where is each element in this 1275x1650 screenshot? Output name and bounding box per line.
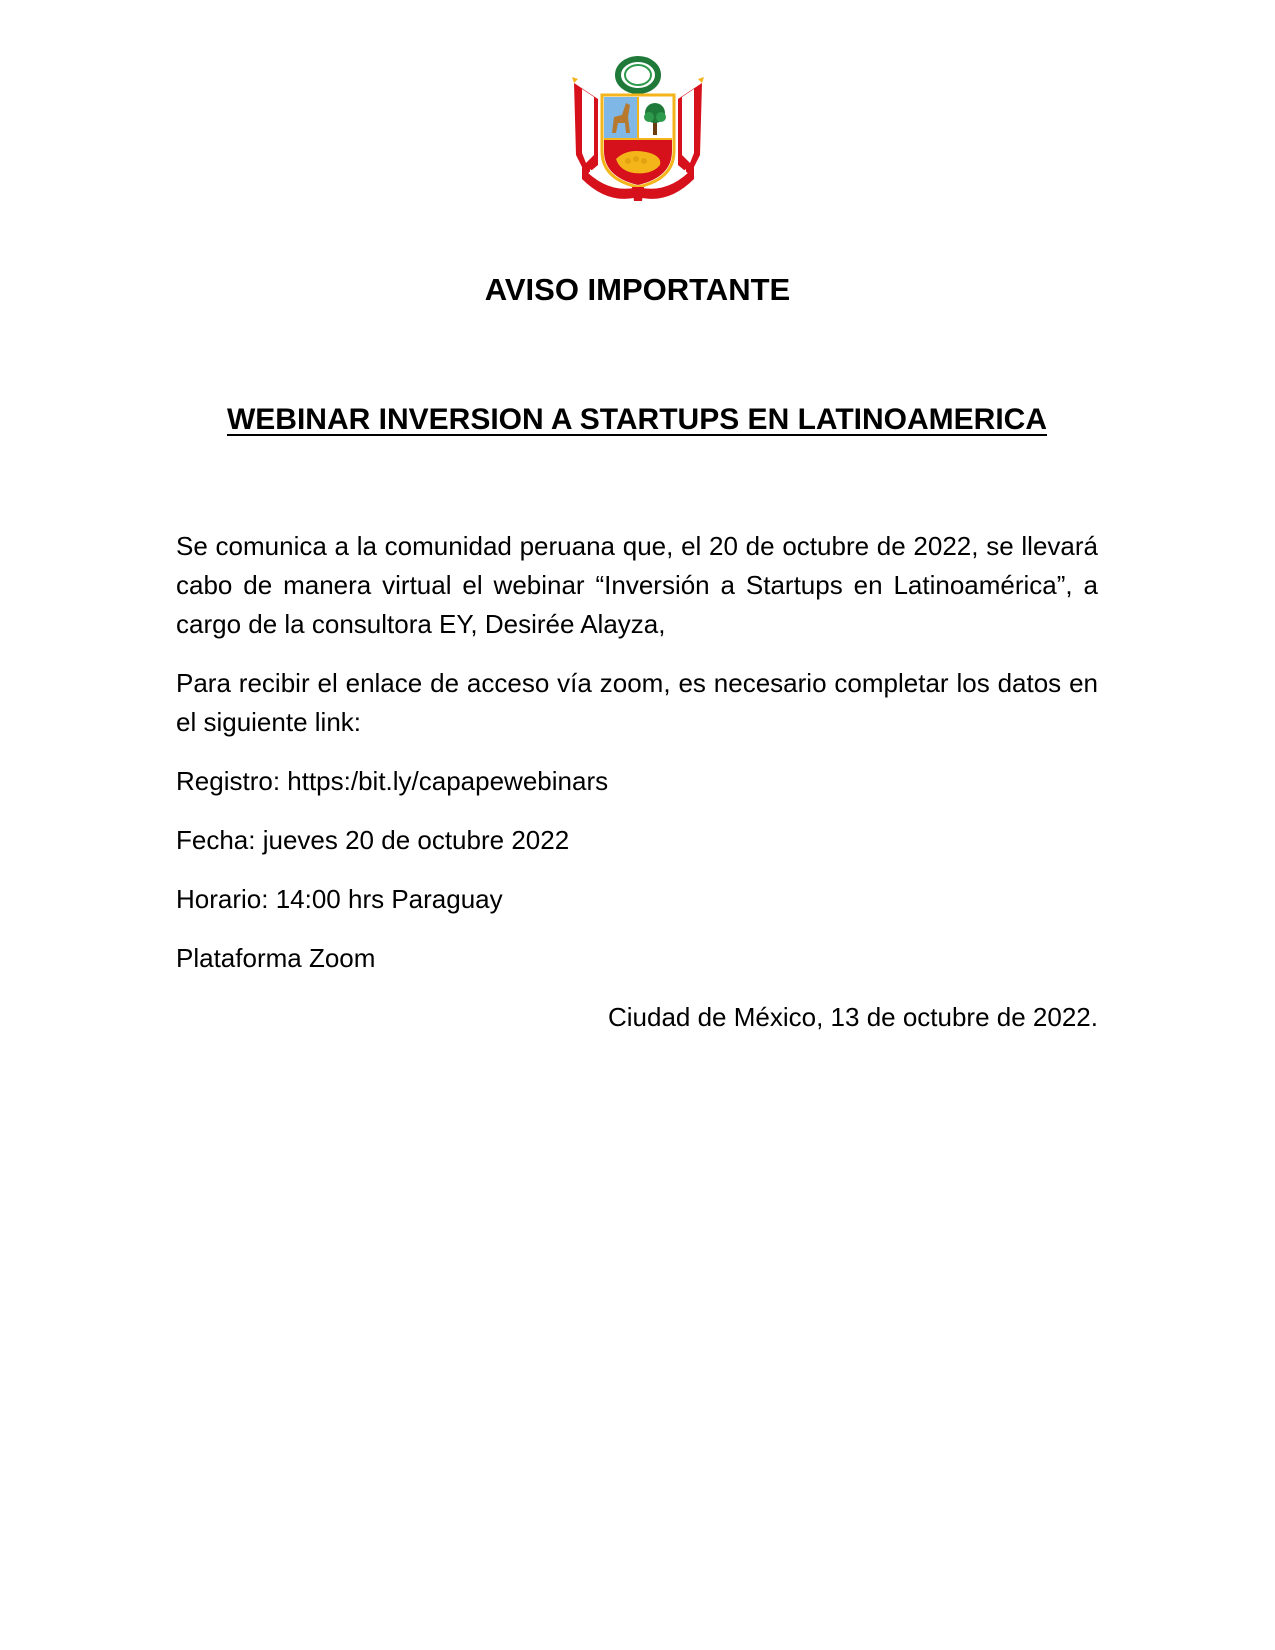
notice-body: [176, 527, 1098, 1057]
page-title: AVISO IMPORTANTE: [484, 272, 791, 307]
webinar-title: WEBINAR INVERSION A STARTUPS EN LATINOAMERICA: [226, 403, 1047, 436]
registration-line: Registro: https:/bit.ly/capapewebinars: [176, 766, 609, 796]
announcement-paragraph: Se comunica a la comunidad peruana que, el 20 de octubre de 2022, se llevará cabo de manera virtual el webinar “Inversión a Startups en Latinoamérica”, a cargo de la consultora EY, Desirée Alayza,: [176, 531, 1098, 639]
time-line: Horario: 14:00 hrs Paraguay: [176, 884, 503, 914]
peru-coat-of-arms-icon: [568, 55, 708, 205]
date-line: Fecha: jueves 20 de octubre 2022: [176, 825, 570, 855]
place-date-signature: Ciudad de México, 13 de octubre de 2022.: [607, 1002, 1098, 1032]
instructions-paragraph: Para recibir el enlace de acceso vía zoom, es necesario completar los datos en el siguiente link:: [176, 668, 1098, 737]
platform-line: Plataforma Zoom: [176, 943, 376, 973]
